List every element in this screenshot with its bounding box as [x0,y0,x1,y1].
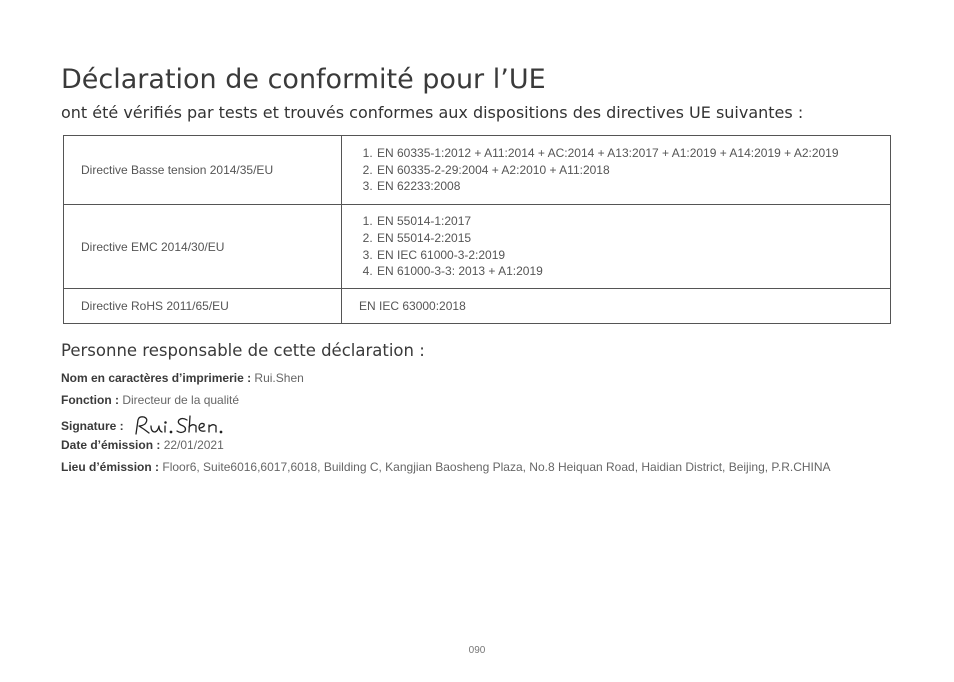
directives-table [63,135,891,324]
issue-date-line [61,436,831,458]
issue-place-line [61,458,831,480]
standard-item: 1. EN 60335-1:2012 + A11:2014 + AC:2014 + A13:2017 + A1:2019 + A14:2019 + A2:2019 [376,145,890,162]
standard-item: 2. EN 60335-2-29:2004 + A2:2010 + A11:2018 [376,162,890,179]
table-row [64,205,891,289]
standards-cell [342,289,891,324]
signature-label: Signature : [61,418,128,433]
standard-item: 1. EN 55014-1:2017 [376,213,890,230]
function-line [61,391,831,413]
signature-line [61,414,831,436]
printed-name-value: Rui.Shen [254,371,304,385]
printed-name-line [61,369,831,391]
standards-cell [342,205,891,289]
table-row [64,289,891,324]
issue-place-value: Floor6, Suite6016,6017,6018, Building C, Kangjian Baosheng Plaza, No.8 Heiquan Road, Haidian District, Beijing, P.R.CHINA [162,460,831,475]
page-title: Déclaration de conformité pour l’UE [61,64,546,96]
function-label: Fonction : [61,393,123,408]
standard-item: 3. EN IEC 61000-3-2:2019 [376,247,890,264]
table-row [64,136,891,205]
intro-text: ont été vérifiés par tests et trouvés conformes aux dispositions des directives UE suivantes : [61,103,804,122]
directive-name: Directive Basse tension 2014/35/EU [64,136,342,205]
standard-item: 2. EN 55014-2:2015 [376,230,890,247]
standard-item: 3. EN 62233:2008 [376,178,890,195]
handwritten-signature [133,414,229,436]
standards-list [359,213,890,279]
responsible-info [61,369,831,480]
standard-item: 4. EN 61000-3-3: 2013 + A1:2019 [376,263,890,280]
issue-date-label: Date d’émission : [61,437,164,452]
function-value: Directeur de la qualité [122,393,240,408]
page-number: 090 [468,645,486,656]
standards-cell [342,136,891,205]
standard-item: EN IEC 63000:2018 [359,299,466,313]
issue-place-label: Lieu d’émission : [61,460,163,475]
standards-list [359,145,890,195]
responsible-heading: Personne responsable de cette déclaration : [61,341,425,360]
issue-date-value: 22/01/2021 [163,437,224,452]
directive-name: Directive EMC 2014/30/EU [64,205,342,289]
printed-name-label: Nom en caractères d’imprimerie : [61,371,255,385]
directive-name: Directive RoHS 2011/65/EU [64,289,342,324]
